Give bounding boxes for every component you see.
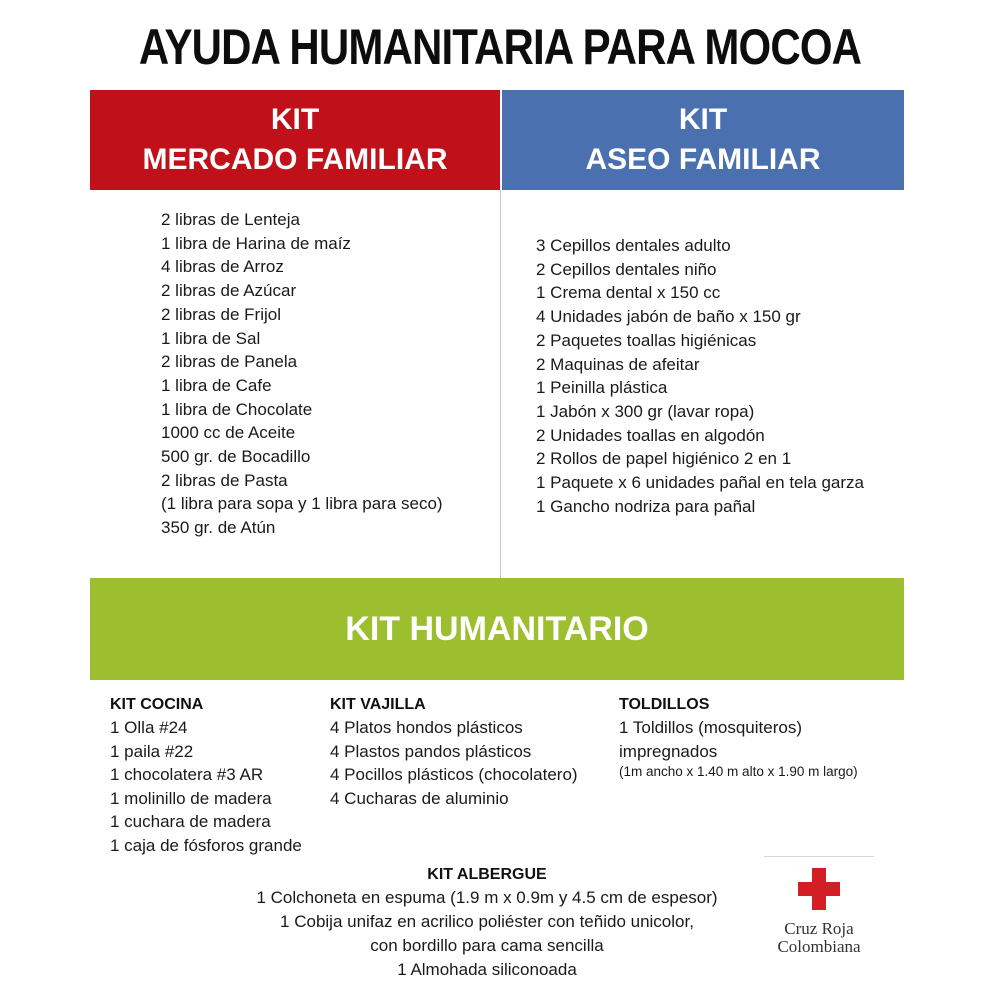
kit-humanitario-label: KIT HUMANITARIO (345, 609, 649, 648)
list-item: 1 libra de Sal (161, 328, 261, 348)
list-item: 1 Crema dental x 150 cc (536, 283, 721, 303)
column-divider (500, 190, 501, 578)
list-item: 1 cuchara de madera (110, 812, 271, 831)
list-item: 1 libra de Harina de maíz (161, 233, 351, 253)
list-item: 1 Almohada siliconoada (397, 960, 577, 979)
toldillos-dimensions-note: (1m ancho x 1.40 m alto x 1.90 m largo) (619, 764, 858, 779)
kit-vajilla-section (330, 694, 615, 810)
logo-divider (764, 856, 874, 857)
list-item: 1 Paquete x 6 unidades pañal en tela garza (536, 473, 864, 493)
list-item: 4 Plastos pandos plásticos (330, 741, 532, 761)
kit-mercado-header (90, 90, 500, 190)
list-item: 1 Gancho nodriza para pañal (536, 496, 756, 516)
list-item: con bordillo para cama sencilla (370, 936, 604, 955)
list-item: 1 chocolatera #3 AR (110, 765, 264, 784)
list-item: impregnados (619, 741, 718, 761)
kit-albergue-section (200, 864, 774, 982)
list-item: 4 libras de Arroz (161, 257, 284, 277)
kit-aseo-header (502, 90, 904, 190)
list-item: 1 caja de fósforos grande (110, 835, 302, 855)
list-item: 350 gr. de Atún (161, 518, 276, 538)
list-item: 1 Toldillos (mosquiteros) (619, 718, 802, 737)
kit-mercado-list (161, 208, 491, 540)
kit-cocina-list (110, 716, 325, 857)
list-item: 2 libras de Frijol (161, 304, 281, 324)
toldillos-list (619, 716, 909, 763)
logo-text-line2: Colombiana (777, 937, 861, 956)
kit-mercado-header-line1: KIT (270, 103, 320, 136)
list-item: 500 gr. de Bocadillo (161, 447, 311, 467)
list-item: 1 Peinilla plástica (536, 378, 668, 398)
list-item: 2 Unidades toallas en algodón (536, 425, 765, 445)
list-item: 2 libras de Azúcar (161, 281, 297, 301)
kit-aseo-list (536, 234, 896, 518)
kit-vajilla-heading: KIT VAJILLA (330, 696, 426, 713)
logo-text (764, 920, 874, 956)
logo-text-line1: Cruz Roja (784, 919, 854, 938)
list-item: 4 Pocillos plásticos (chocolatero) (330, 765, 578, 784)
list-item: 2 Paquetes toallas higiénicas (536, 330, 757, 350)
cruz-roja-logo (764, 856, 874, 956)
red-cross-icon (798, 868, 840, 910)
list-item: 2 Cepillos dentales niño (536, 259, 717, 279)
list-item: (1 libra para sopa y 1 libra para seco) (161, 494, 443, 514)
list-item: 2 libras de Pasta (161, 470, 288, 490)
kit-vajilla-list (330, 716, 615, 810)
list-item: 2 libras de Panela (161, 352, 298, 372)
list-item: 1000 cc de Aceite (161, 423, 296, 443)
list-item: 4 Unidades jabón de baño x 150 gr (536, 307, 801, 327)
page-title: AYUDA HUMANITARIA PARA MOCOA (138, 19, 862, 75)
kit-aseo-header-line2: ASEO FAMILIAR (585, 143, 821, 176)
kit-cocina-section (110, 694, 325, 857)
toldillos-section (619, 694, 909, 781)
kit-albergue-list (200, 886, 774, 982)
list-item: 3 Cepillos dentales adulto (536, 236, 731, 255)
kit-humanitario-banner (90, 578, 904, 680)
list-item: 2 Maquinas de afeitar (536, 354, 700, 374)
kit-mercado-header-line2: MERCADO FAMILIAR (142, 143, 448, 176)
list-item: 2 Rollos de papel higiénico 2 en 1 (536, 449, 792, 469)
kit-aseo-header-line1: KIT (678, 103, 728, 136)
list-item: 4 Platos hondos plásticos (330, 718, 523, 737)
list-item: 1 libra de Chocolate (161, 399, 313, 419)
toldillos-heading: TOLDILLOS (619, 696, 710, 713)
kit-albergue-heading: KIT ALBERGUE (427, 866, 547, 883)
list-item: 2 libras de Lenteja (161, 210, 300, 229)
list-item: 1 paila #22 (110, 741, 194, 761)
list-item: 1 Cobija unifaz en acrilico poliéster con teñido unicolor, (280, 912, 694, 931)
list-item: 1 Colchoneta en espuma (1.9 m x 0.9m y 4.5 cm de espesor) (256, 888, 718, 907)
list-item: 1 molinillo de madera (110, 788, 272, 808)
list-item: 1 Jabón x 300 gr (lavar ropa) (536, 401, 755, 421)
list-item: 1 Olla #24 (110, 718, 188, 737)
list-item: 4 Cucharas de aluminio (330, 788, 509, 808)
list-item: 1 libra de Cafe (161, 375, 272, 395)
kit-cocina-heading: KIT COCINA (110, 696, 204, 713)
